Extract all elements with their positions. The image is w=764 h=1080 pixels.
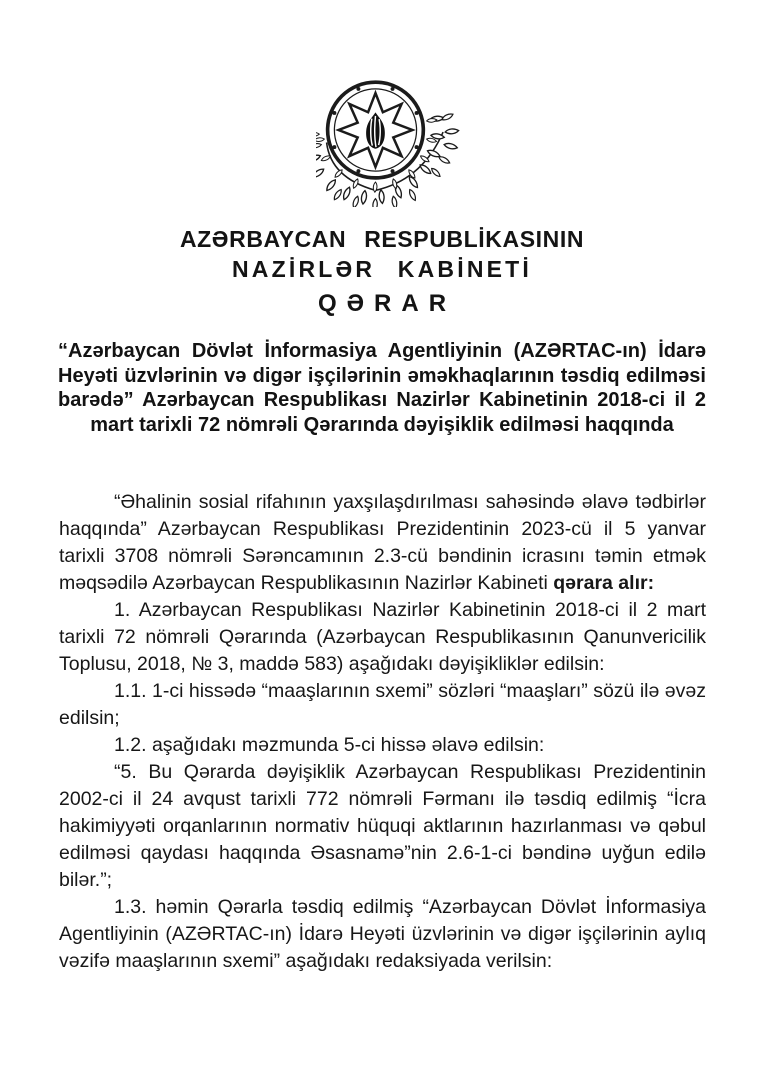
- document-body: [59, 489, 706, 975]
- paragraph-5-quoted: “5. Bu Qərarda dəyişiklik Azərbaycan Respublikası Prezidentinin 2002-ci il 24 avqust tarixli 772 nömrəli Fərmanı ilə təsdiq edilmiş “İcra hakimiyyəti orqanlarının normativ hüquqi aktlarının hazırlanması və qəbul edilməsi qaydası haqqında Əsasnamə”nin 2.6-1-ci bəndinə uyğun edilə bilər.”;: [59, 761, 706, 891]
- paragraph-1-1: 1.1. 1-ci hissədə “maaşlarının sxemi” sözləri “maaşları” sözü ilə əvəz edilsin;: [59, 680, 706, 729]
- document-type-label: QƏRAR: [317, 290, 457, 317]
- paragraph-1-3: 1.3. həmin Qərarla təsdiq edilmiş “Azərbaycan Dövlət İnformasiya Agentliyinin (AZƏRTAC-ın) İdarə Heyəti üzvlərinin və digər işçilərinin aylıq vəzifə maaşlarının sxemi” aşağıdakı redaksiyada verilsin:: [59, 896, 706, 972]
- document-heading: “Azərbaycan Dövlət İnformasiya Agentliyinin (AZƏRTAC-ın) İdarə Heyəti üzvlərinin və digər işçilərinin əməkhaqlarının təsdiq edilməsi barədə” Azərbaycan Respublikası Nazirlər Kabinetinin 2018-ci il 2 mart tarixli 72 nömrəli Qərarında dəyişiklik edilməsi haqqında: [58, 340, 706, 436]
- intro-text: “Əhalinin sosial rifahının yaxşılaşdırılması sahəsində əlavə tədbirlər haqqında” Azərbaycan Respublikası Prezidentinin 2023-cü il 5 yanvar tarixli 3708 nömrəli Sərəncamının 2.3-cü bəndinin icrasını təmin etmək məqsədilə Azərbaycan Respublikasının Nazirlər Kabineti: [59, 491, 706, 594]
- intro-paragraph: [59, 489, 706, 597]
- intro-bold-phrase: qərara alır:: [553, 572, 655, 594]
- org-name-line1: AZƏRBAYCAN RESPUBLİKASININ: [179, 226, 585, 252]
- paragraph-1: 1. Azərbaycan Respublikası Nazirlər Kabinetinin 2018-ci il 2 mart tarixli 72 nömrəli Qərarında (Azərbaycan Respublikasının Qanunvericilik Toplusu, 2018, № 3, maddə 583) aşağıdakı dəyişikliklər edilsin:: [59, 599, 706, 675]
- paragraph-1-2: 1.2. aşağıdakı məzmunda 5-ci hissə əlavə edilsin:: [114, 734, 545, 756]
- org-title: [0, 224, 764, 284]
- azerbaijan-state-emblem-icon: [316, 78, 462, 207]
- org-name-line2: NAZİRLƏR KABİNETİ: [231, 256, 533, 282]
